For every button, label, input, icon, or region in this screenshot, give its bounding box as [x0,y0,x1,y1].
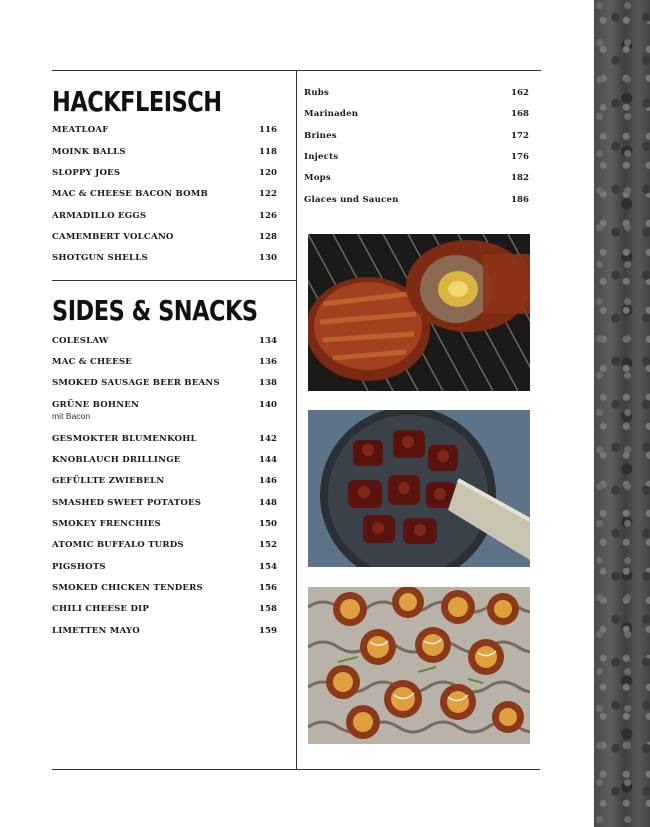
entry-title: Glaces und Saucen [304,195,399,205]
section-heading-hackfleisch: HACKFLEISCH [52,85,222,118]
entry-title: SHOTGUN SHELLS [52,253,148,263]
section-rule [52,280,296,281]
entry-page: 162 [511,88,529,98]
entry-title: Mops [304,173,331,183]
entry-page: 172 [511,131,529,141]
entry-title: SLOPPY JOES [52,168,121,178]
entry-page: 126 [259,211,277,221]
entry-page: 148 [259,498,277,508]
entry-subtitle: mit Bacon [52,411,91,421]
entry-page: 120 [259,168,277,178]
entry-page: 144 [259,455,277,465]
entry-page: 142 [259,434,277,444]
photo-stuffed-bites [308,587,530,744]
entry-page: 154 [259,562,277,572]
entry-page: 176 [511,152,529,162]
entry-page: 152 [259,540,277,550]
entry-title: MAC & CHEESE BACON BOMB [52,189,208,199]
entry-title: Injects [304,152,339,162]
entry-page: 140 [259,400,277,410]
entry-page: 186 [511,195,529,205]
entry-title: CHILI CHEESE DIP [52,604,149,614]
entry-page: 150 [259,519,277,529]
photo-bacon-meatloaf [308,234,530,391]
entry-page: 168 [511,109,529,119]
column-divider [296,70,297,769]
entry-title: GESMOKTER BLUMENKOHL [52,434,197,444]
entry-title: ARMADILLO EGGS [52,211,147,221]
entry-title: CAMEMBERT VOLCANO [52,232,174,242]
entry-page: 136 [259,357,277,367]
entry-title: MEATLOAF [52,125,109,135]
entry-title: Marinaden [304,109,359,119]
entry-page: 130 [259,253,277,263]
entry-title: ATOMIC BUFFALO TURDS [52,540,184,550]
entry-title: KNOBLAUCH DRILLINGE [52,455,181,465]
entry-title: GRÜNE BOHNEN [52,400,140,410]
entry-title: SMOKED SAUSAGE BEER BEANS [52,378,220,388]
entry-page: 156 [259,583,277,593]
entry-page: 182 [511,173,529,183]
entry-title: Rubs [304,88,330,98]
entry-page: 134 [259,336,277,346]
entry-page: 122 [259,189,277,199]
entry-title: SMOKEY FRENCHIES [52,519,161,529]
entry-page: 158 [259,604,277,614]
entry-title: SMOKED CHICKEN TENDERS [52,583,203,593]
entry-page: 138 [259,378,277,388]
entry-page: 146 [259,476,277,486]
entry-page: 159 [259,626,277,636]
stone-texture-strip [594,0,650,827]
entry-title: PIGSHOTS [52,562,106,572]
entry-page: 116 [259,125,277,135]
bottom-rule [52,769,540,770]
entry-title: LIMETTEN MAYO [52,626,140,636]
entry-title: MOINK BALLS [52,147,126,157]
section-heading-sides-snacks: SIDES & SNACKS [52,294,258,327]
entry-page: 118 [259,147,277,157]
entry-title: Brines [304,131,337,141]
entry-title: GEFÜLLTE ZWIEBELN [52,476,165,486]
photo-glazed-bites [308,410,530,567]
entry-title: MAC & CHEESE [52,357,132,367]
entry-page: 128 [259,232,277,242]
entry-title: COLESLAW [52,336,109,346]
entry-title: SMASHED SWEET POTATOES [52,498,202,508]
